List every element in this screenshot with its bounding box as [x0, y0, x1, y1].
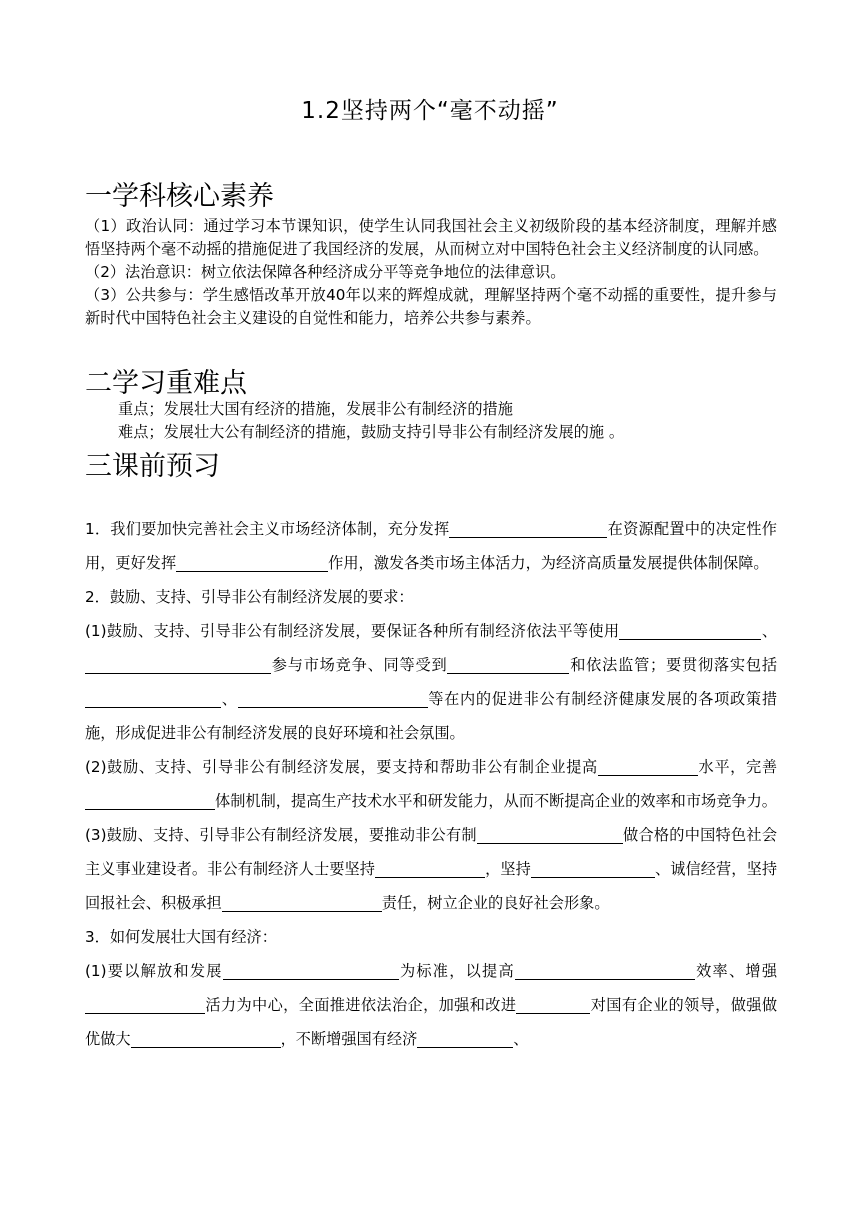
blank-field[interactable]	[223, 963, 399, 980]
blank-field[interactable]	[477, 827, 623, 844]
blank-field[interactable]	[85, 997, 205, 1014]
blank-field[interactable]	[85, 691, 221, 708]
blank-field[interactable]	[598, 759, 698, 776]
question-2-part-3: (3)鼓励、支持、引导非公有制经济发展，要推动非公有制 做合格的中国特色社会主义事业建设者。非公有制经济人士要坚持 ，坚持 、诚信经营，坚持回报社会、积极承担 责任，树立企业的良好社会形象。	[85, 826, 778, 912]
section-heading-preview: 三课前预习	[85, 451, 220, 482]
core-literacy-item: （1）政治认同：通过学习本节课知识，使学生认同我国社会主义初级阶段的基本经济制度，理解并感悟坚持两个毫不动摇的措施促进了我国经济的发展，从而树立对中国特色社会主义经济制度的认同感。	[85, 217, 777, 258]
question-3-heading: 3．如何发展壮大国有经济：	[85, 928, 277, 946]
blank-field[interactable]	[375, 861, 485, 878]
blank-field[interactable]	[531, 861, 655, 878]
blank-field[interactable]	[417, 1031, 513, 1048]
core-literacy-list	[85, 215, 777, 330]
question-2-part-2: (2)鼓励、支持、引导非公有制经济发展，要支持和帮助非公有制企业提高 水平，完善体制机制，提高生产技术水平和研发能力，从而不断提高企业的效率和市场竞争力。	[85, 758, 778, 810]
blank-field[interactable]	[176, 555, 328, 572]
blank-field[interactable]	[449, 521, 607, 538]
section-heading-key-points: 二学习重难点	[85, 368, 247, 399]
core-literacy-item: （2）法治意识：树立依法保障各种经济成分平等竞争地位的法律意识。	[85, 263, 566, 281]
core-literacy-item: （3）公共参与：学生感悟改革开放40年以来的辉煌成就，理解坚持两个毫不动摇的重要性，提升参与新时代中国特色社会主义建设的自觉性和能力，培养公共参与素养。	[85, 286, 777, 327]
blank-field[interactable]	[619, 623, 761, 640]
key-point-text: 重点；发展壮大国有经济的措施，发展非公有制经济的措施	[118, 400, 513, 418]
question-3-part-1: (1)要以解放和发展 为标准，以提高 效率、增强活力为中心，全面推进依法治企，加强和改进 对国有企业的领导，做强做优做大 ，不断增强国有经济 、	[85, 962, 778, 1048]
page-title: 1.2坚持两个“毫不动摇”	[301, 98, 559, 124]
question-2-heading: 2．鼓励、支持、引导非公有制经济发展的要求：	[85, 588, 414, 606]
question-2-part-1: (1)鼓励、支持、引导非公有制经济发展，要保证各种所有制经济依法平等使用 、参与市场竞争、同等受到 和依法监管；要贯彻落实包括、 等在内的促进非公有制经济健康发展的各项政策措施，形成促进非公有制经济发展的良好环境和社会氛围。	[85, 622, 778, 742]
question-1: 1．我们要加快完善社会主义市场经济体制，充分发挥 在资源配置中的决定性作用，更好发挥 作用，激发各类市场主体活力，为经济高质量发展提供体制保障。	[85, 520, 777, 572]
blank-field[interactable]	[131, 1031, 281, 1048]
blank-field[interactable]	[238, 691, 428, 708]
difficult-point-text: 难点；发展壮大公有制经济的措施，鼓励支持引导非公有制经济发展的施 。	[118, 423, 625, 441]
blank-field[interactable]	[222, 895, 382, 912]
blank-field[interactable]	[447, 657, 569, 674]
blank-field[interactable]	[85, 657, 271, 674]
blank-field[interactable]	[85, 793, 215, 810]
section-heading-core-literacy: 一学科核心素养	[85, 181, 274, 212]
blank-field[interactable]	[515, 963, 695, 980]
blank-field[interactable]	[516, 997, 590, 1014]
preview-exercises	[85, 512, 777, 1056]
key-points-block	[118, 398, 624, 444]
